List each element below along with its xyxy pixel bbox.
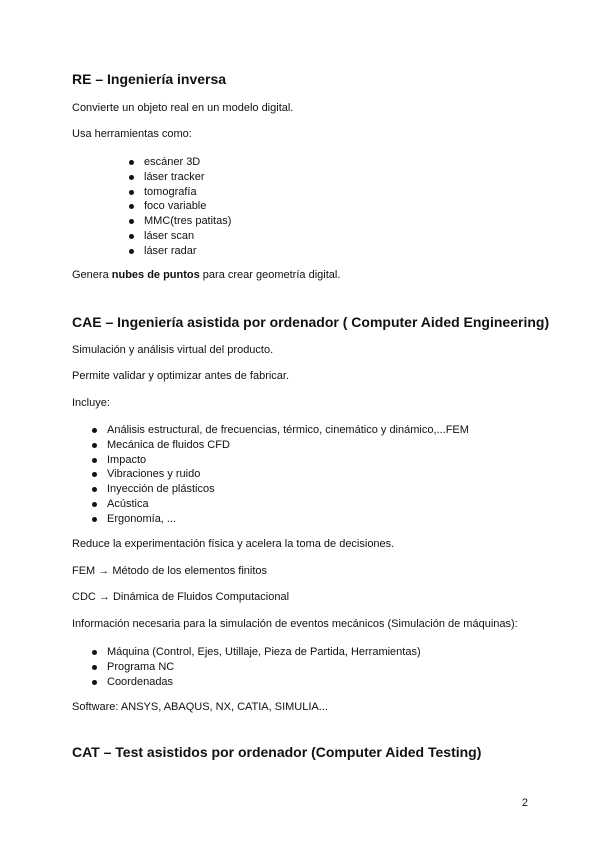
re-paragraph-2: Usa herramientas como: — [72, 128, 192, 140]
re-p3-bold: nubes de puntos — [111, 269, 200, 281]
list-item: Impacto — [107, 453, 469, 468]
list-item: láser scan — [144, 229, 231, 244]
cat-heading: CAT – Test asistidos por ordenador (Computer Aided Testing) — [72, 744, 482, 760]
cae-paragraph-1: Simulación y análisis virtual del producto. — [72, 344, 274, 356]
list-item: Inyección de plásticos — [107, 482, 469, 497]
cae-paragraph-4: Reduce la experimentación física y acelera la toma de decisiones. — [72, 538, 395, 550]
list-item: MMC(tres patitas) — [144, 215, 232, 228]
list-item: láser radar — [144, 244, 231, 259]
re-tools-list — [144, 155, 231, 259]
list-item: Coordenadas — [107, 675, 421, 690]
list-item: escáner 3D — [144, 155, 231, 170]
list-item: Análisis estructural, de frecuencias, térmico, cinemático y dinámico,...FEM — [107, 424, 469, 436]
re-p3-before: Genera — [72, 269, 112, 281]
cae-machine-info-list — [107, 645, 421, 689]
re-paragraph-1: Convierte un objeto real en un modelo digital. — [72, 102, 294, 114]
cae-heading: CAE – Ingeniería asistida por ordenador ( Computer Aided Engineering) — [72, 314, 550, 330]
list-item: láser tracker — [144, 170, 231, 185]
cae-paragraph-2: Permite validar y optimizar antes de fabricar. — [72, 370, 290, 382]
cae-paragraph-3: Incluye: — [72, 397, 110, 409]
list-item: foco variable — [144, 199, 231, 214]
list-item: Máquina (Control, Ejes, Utillaje, Pieza de Partida, Herramientas) — [107, 646, 421, 658]
list-item: Mecánica de fluidos CFD — [107, 438, 469, 453]
re-heading: RE – Ingeniería inversa — [72, 71, 227, 87]
list-item: Vibraciones y ruido — [107, 467, 469, 482]
list-item: Programa NC — [107, 660, 421, 675]
cae-paragraph-7: Información necesaria para la simulación de eventos mecánicos (Simulación de máquinas): — [72, 618, 518, 630]
list-item: tomografía — [144, 185, 231, 200]
cae-includes-list — [107, 423, 469, 527]
re-paragraph-3 — [72, 269, 340, 281]
cae-paragraph-5: FEM → Método de los elementos finitos — [72, 565, 268, 577]
list-item: Acústica — [107, 497, 469, 512]
re-p3-after: para crear geometría digital. — [199, 269, 341, 281]
list-item: Ergonomía, ... — [107, 512, 469, 527]
cae-paragraph-6: CDC → Dinámica de Fluidos Computacional — [72, 591, 290, 603]
cae-paragraph-8: Software: ANSYS, ABAQUS, NX, CATIA, SIMULIA... — [72, 701, 328, 713]
page-number: 2 — [521, 797, 528, 809]
